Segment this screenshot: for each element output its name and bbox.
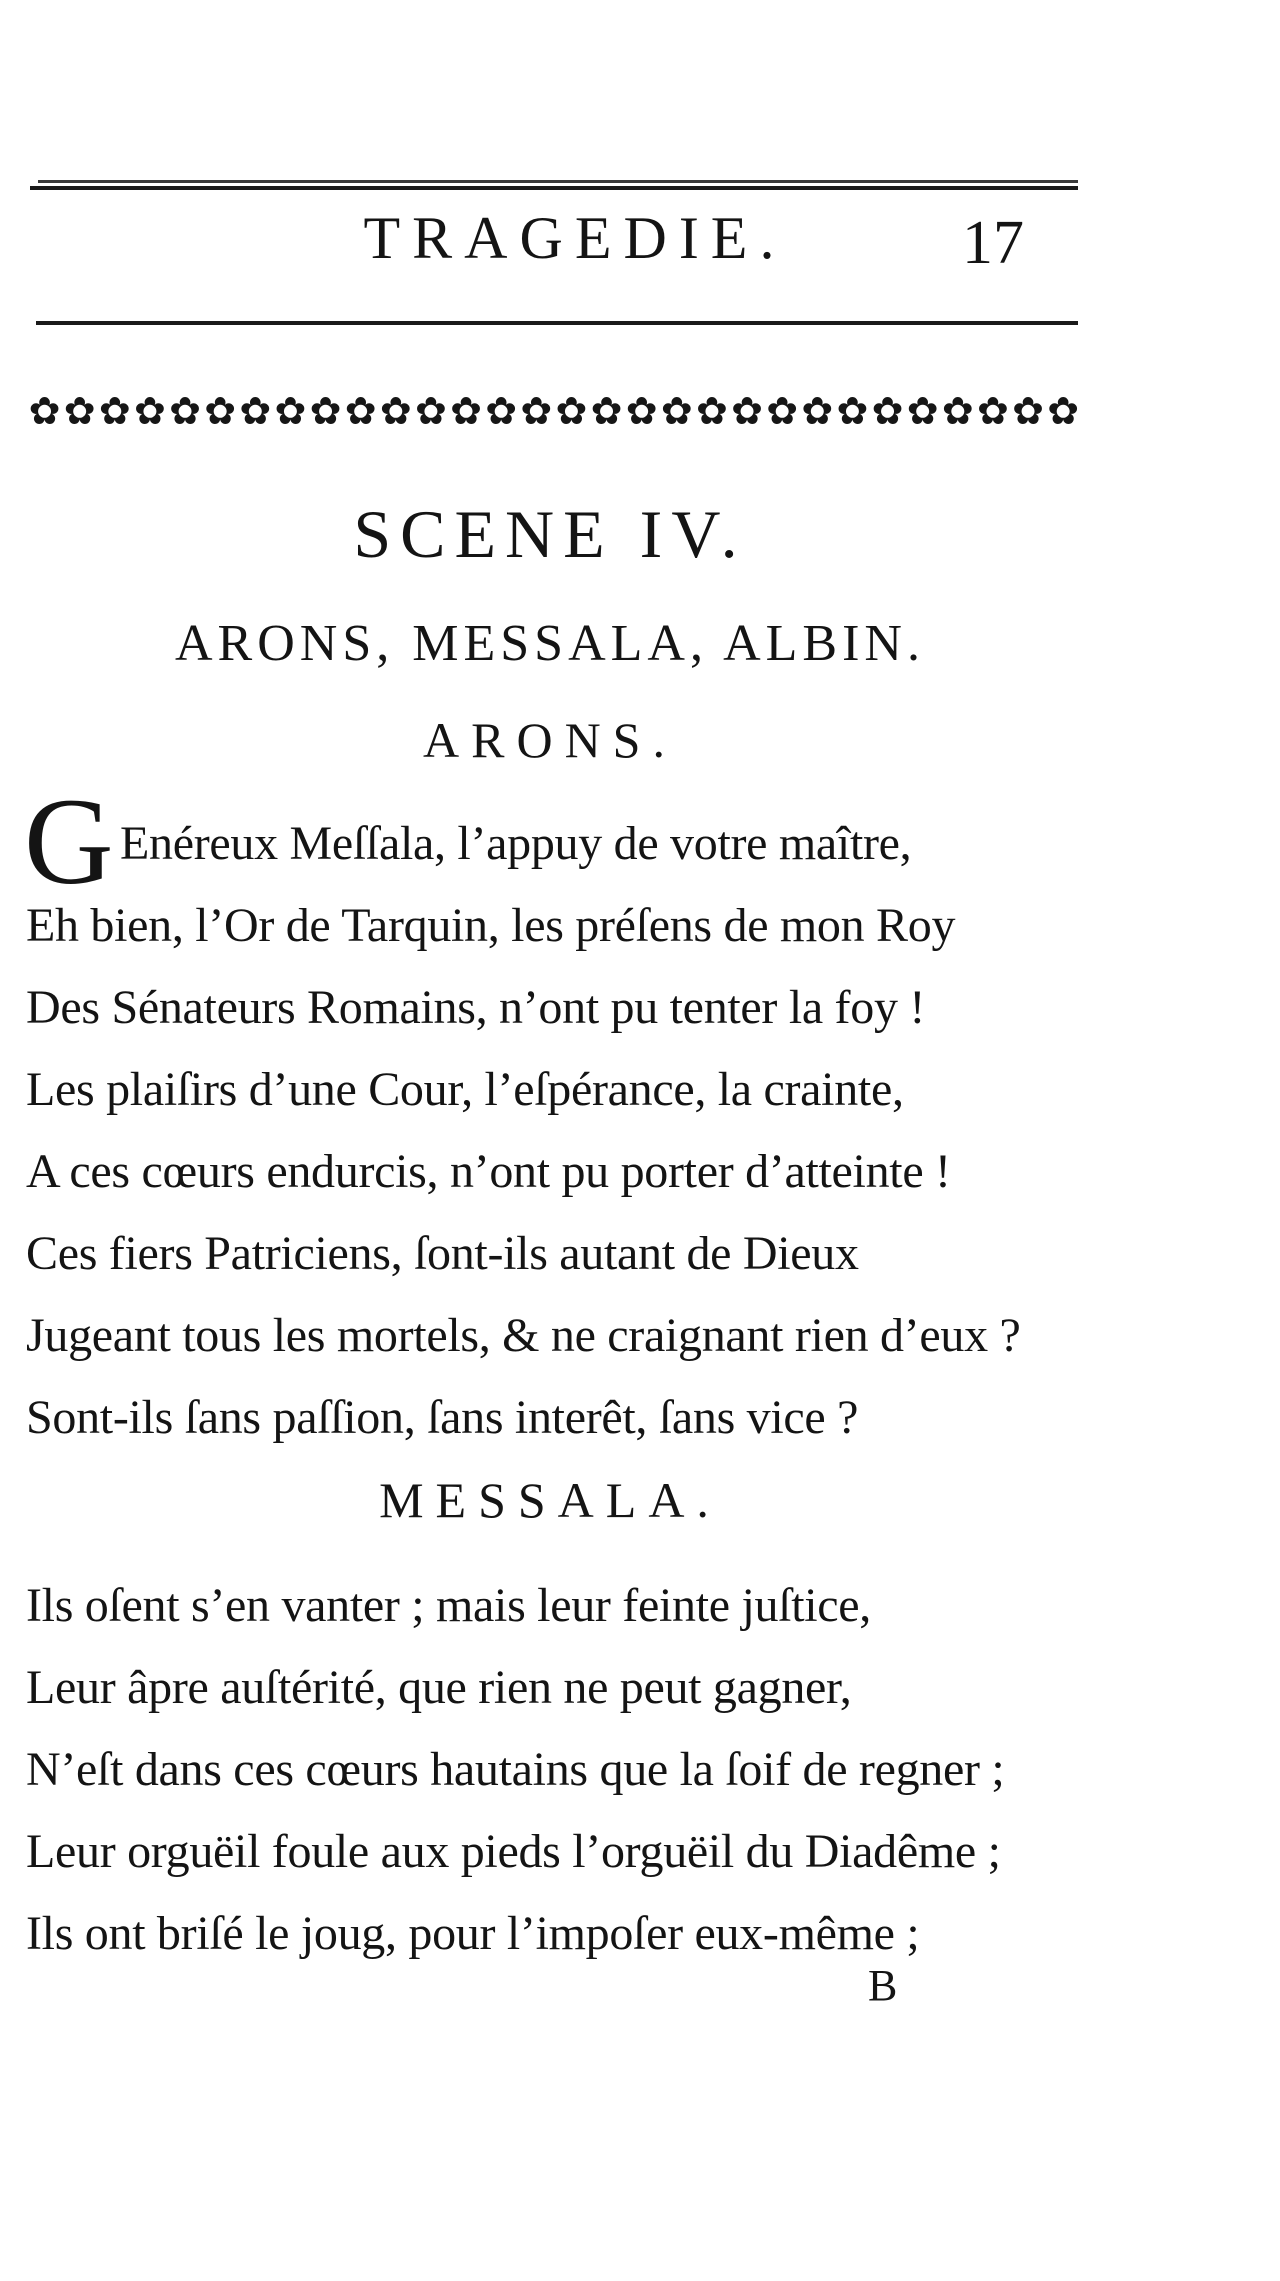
character-list: ARONS, MESSALA, ALBIN. <box>175 615 925 672</box>
fleuron-icon: ✿ <box>906 391 939 433</box>
header-rule-top <box>30 186 1078 190</box>
fleuron-icon: ✿ <box>274 391 307 433</box>
verse-line: Leur orguëil foule aux pieds l’orguëil du Diadême ; <box>26 1825 1001 1878</box>
page-number: 17 <box>962 209 1024 277</box>
fleuron-icon: ✿ <box>801 391 834 433</box>
verse-line: Des Sénateurs Romains, n’ont pu tenter la foy ! <box>26 981 926 1034</box>
fleuron-icon: ✿ <box>941 391 974 433</box>
fleuron-icon: ✿ <box>1012 391 1044 433</box>
verse-line: Eh bien, l’Or de Tarquin, les préſens de mon Roy <box>26 899 956 952</box>
fleuron-icon: ✿ <box>871 391 904 433</box>
fleuron-icon: ✿ <box>976 391 1009 433</box>
fleuron-icon: ✿ <box>309 391 342 433</box>
fleuron-icon: ✿ <box>520 391 553 433</box>
verse-line: Ces fiers Patriciens, ſont-ils autant de Dieux <box>26 1227 859 1280</box>
header-rule-bottom <box>36 321 1078 325</box>
ornamental-band <box>28 388 1080 436</box>
speaker-name: MESSALA. <box>379 1472 721 1528</box>
fleuron-icon: ✿ <box>414 391 447 433</box>
verse-line: Ils ont briſé le joug, pour l’impoſer eux-même ; <box>26 1907 920 1960</box>
fleuron-icon: ✿ <box>133 391 166 433</box>
fleuron-icon: ✿ <box>28 391 61 433</box>
speaker-name: ARONS. <box>423 712 677 768</box>
signature-mark: B <box>868 1961 898 2010</box>
verse-line: Leur âpre auſtérité, que rien ne peut gagner, <box>26 1661 852 1714</box>
fleuron-icon: ✿ <box>344 391 377 433</box>
verse-line: Les plaiſirs d’une Cour, l’eſpérance, la crainte, <box>26 1063 904 1116</box>
fleuron-icon: ✿ <box>766 391 799 433</box>
fleuron-icon: ✿ <box>485 391 518 433</box>
fleuron-icon: ✿ <box>625 391 658 433</box>
fleuron-icon: ✿ <box>590 391 623 433</box>
verse-line: Ils oſent s’en vanter ; mais leur feinte juſtice, <box>26 1579 872 1632</box>
running-title: TRAGEDIE. <box>363 205 787 271</box>
verse-line: Jugeant tous les mortels, & ne craignant rien d’eux ? <box>26 1309 1021 1362</box>
fleuron-icon: ✿ <box>169 391 201 433</box>
scene-title: SCENE IV. <box>353 496 747 572</box>
fleuron-icon: ✿ <box>204 391 237 433</box>
fleuron-icon: ✿ <box>555 391 588 433</box>
fleuron-icon: ✿ <box>660 391 693 433</box>
drop-cap: G <box>24 773 114 910</box>
verse-line: Enéreux Meſſala, l’appuy de votre maître, <box>120 817 912 870</box>
verse-line: A ces cœurs endurcis, n’ont pu porter d’atteinte ! <box>26 1145 951 1198</box>
fleuron-icon: ✿ <box>731 391 763 433</box>
verse-line: Sont-ils ſans paſſion, ſans interêt, ſans vice ? <box>26 1391 859 1444</box>
fleuron-icon: ✿ <box>836 391 869 433</box>
fleuron-icon: ✿ <box>379 391 412 433</box>
fleuron-icon: ✿ <box>63 391 96 433</box>
fleuron-icon: ✿ <box>98 391 131 433</box>
fleuron-icon: ✿ <box>695 391 728 433</box>
fleuron-icon: ✿ <box>239 391 272 433</box>
fleuron-icon: ✿ <box>450 391 482 433</box>
verse-line: N’eſt dans ces cœurs hautains que la ſoif de regner ; <box>26 1743 1005 1796</box>
header-rule-thin <box>38 180 1078 183</box>
fleuron-icon: ✿ <box>1047 391 1080 433</box>
